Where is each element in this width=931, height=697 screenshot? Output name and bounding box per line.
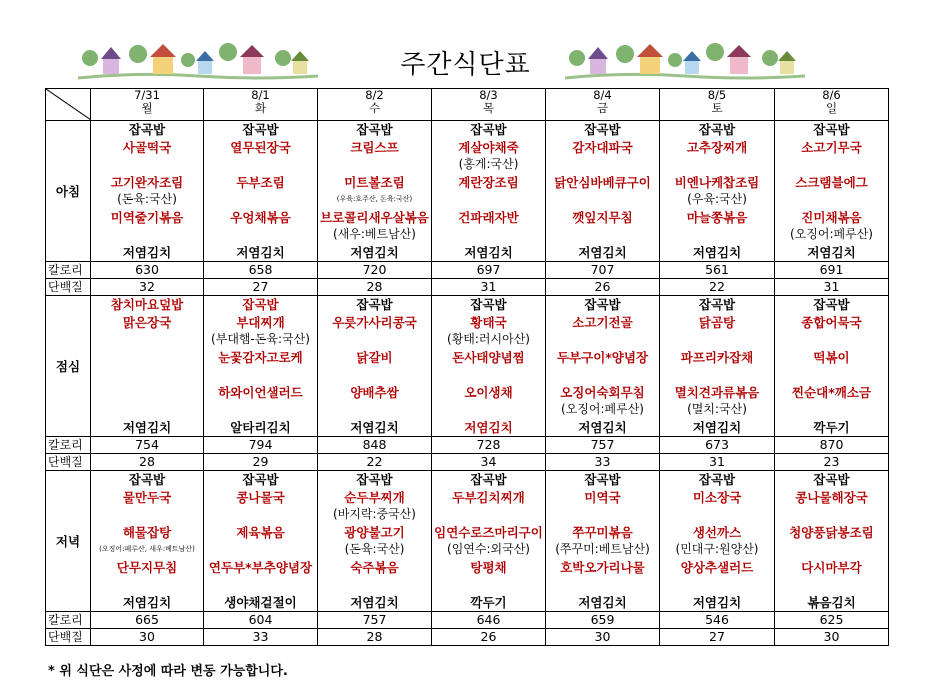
calorie-row xyxy=(46,612,889,629)
day-header xyxy=(432,89,546,121)
calorie-value: 673 xyxy=(660,437,775,454)
menu-cell xyxy=(432,296,546,437)
menu-spacer xyxy=(546,331,659,349)
menu-item: (멸치:국산) xyxy=(687,402,747,416)
menu-item: 저염김치 xyxy=(236,244,285,260)
day-date: 8/4 xyxy=(593,88,612,102)
menu-item: 제육볶음 xyxy=(236,524,285,540)
menu-item: 잡곡밥 xyxy=(813,122,850,137)
menu-spacer xyxy=(204,226,317,244)
menu-cell xyxy=(660,121,775,262)
menu-spacer xyxy=(204,401,317,419)
menu-item: 크림스프 xyxy=(350,139,399,155)
calorie-value: 659 xyxy=(546,612,660,629)
menu-item: 마늘쫑볶음 xyxy=(686,209,748,225)
menu-spacer xyxy=(775,366,888,384)
menu-item: 계란장조림 xyxy=(458,174,519,190)
menu-item: 잡곡밥 xyxy=(584,297,621,312)
menu-spacer xyxy=(432,506,545,524)
menu-item: 미역줄기볶음 xyxy=(110,209,184,225)
calorie-value: 794 xyxy=(204,437,318,454)
calorie-label: 칼로리 xyxy=(46,437,91,454)
menu-spacer xyxy=(432,366,545,384)
menu-item: 참치마요덮밥 xyxy=(110,297,184,312)
protein-value: 33 xyxy=(546,454,660,471)
menu-item: 잡곡밥 xyxy=(698,122,736,137)
menu-table xyxy=(45,88,889,646)
menu-item: 다시마부각 xyxy=(801,559,862,575)
menu-spacer xyxy=(204,576,317,594)
menu-cell xyxy=(204,471,318,612)
menu-item: 맑은장국 xyxy=(122,314,172,330)
meal-menu-row xyxy=(46,471,889,612)
menu-spacer xyxy=(660,156,774,174)
menu-spacer xyxy=(546,191,659,209)
calorie-value: 658 xyxy=(204,262,318,279)
menu-item: 저염김치 xyxy=(464,419,513,435)
menu-item: 쭈꾸미볶음 xyxy=(572,524,633,540)
menu-spacer xyxy=(775,401,888,419)
corner-cell xyxy=(46,89,91,121)
menu-item: 건파래자반 xyxy=(458,209,519,225)
menu-item: 저염김치 xyxy=(578,419,627,435)
menu-cell xyxy=(91,121,204,262)
menu-spacer xyxy=(204,506,317,524)
menu-spacer xyxy=(204,156,317,174)
menu-spacer xyxy=(660,226,774,244)
menu-item: (돈육:국산) xyxy=(344,542,405,556)
protein-value: 27 xyxy=(204,279,318,296)
calorie-value: 757 xyxy=(318,612,432,629)
menu-item: 잡곡밥 xyxy=(356,122,393,137)
menu-cell xyxy=(204,121,318,262)
calorie-label: 칼로리 xyxy=(46,262,91,279)
day-of-week: 목 xyxy=(482,101,495,115)
calorie-row xyxy=(46,262,889,279)
menu-item: 부대찌개 xyxy=(236,314,285,330)
menu-item: 잡곡밥 xyxy=(470,472,507,487)
protein-value: 34 xyxy=(432,454,546,471)
menu-spacer xyxy=(546,506,659,524)
day-date: 8/5 xyxy=(707,88,727,102)
meal-name: 아침 xyxy=(46,121,91,262)
menu-cell xyxy=(318,121,432,262)
protein-value: 30 xyxy=(546,629,660,646)
menu-item: (우육:국산) xyxy=(687,192,747,206)
menu-spacer xyxy=(318,576,431,594)
protein-value: 30 xyxy=(91,629,204,646)
menu-spacer xyxy=(91,349,203,367)
menu-item: (우육:호주산, 돈육:국산) xyxy=(336,195,413,203)
menu-item: 깍두기 xyxy=(813,419,850,435)
menu-item: 저염김치 xyxy=(692,244,742,260)
day-of-week: 화 xyxy=(254,101,267,115)
day-date: 8/1 xyxy=(251,88,270,102)
menu-spacer xyxy=(204,191,317,209)
menu-cell xyxy=(775,121,889,262)
menu-item: 청양풍닭봉조림 xyxy=(789,524,874,540)
menu-item: 종합어묵국 xyxy=(801,314,862,330)
menu-item: (오징어:페루산) xyxy=(561,402,644,416)
menu-cell xyxy=(546,471,660,612)
menu-item: (부대햄-돈육:국산) xyxy=(211,332,310,346)
menu-item: 양상추샐러드 xyxy=(680,559,754,575)
meal-menu-row xyxy=(46,296,889,437)
menu-item: (돈육:국산) xyxy=(117,192,177,206)
meal-menu-row xyxy=(46,121,889,262)
meal-name: 저녁 xyxy=(46,471,91,612)
menu-item: 저염김치 xyxy=(122,419,172,435)
protein-value: 30 xyxy=(775,629,889,646)
calorie-label: 칼로리 xyxy=(46,612,91,629)
menu-item: 잡곡밥 xyxy=(698,297,736,312)
menu-item: 잡곡밥 xyxy=(813,297,850,312)
calorie-value: 630 xyxy=(91,262,204,279)
menu-item: 잡곡밥 xyxy=(356,297,393,312)
calorie-value: 697 xyxy=(432,262,546,279)
day-date: 7/31 xyxy=(134,88,160,102)
protein-value: 28 xyxy=(91,454,204,471)
menu-item: (임연수:외국산) xyxy=(447,542,530,556)
menu-spacer xyxy=(546,156,659,174)
menu-item: 양배추쌈 xyxy=(350,384,399,400)
menu-item: 저염김치 xyxy=(464,244,513,260)
menu-item: 떡볶이 xyxy=(813,349,850,365)
menu-item: 임연수로즈마리구이 xyxy=(434,524,543,540)
menu-item: 저염김치 xyxy=(350,244,399,260)
calorie-value: 625 xyxy=(775,612,889,629)
menu-spacer xyxy=(775,541,888,559)
protein-value: 26 xyxy=(432,629,546,646)
day-date: 8/3 xyxy=(479,88,498,102)
menu-item: 저염김치 xyxy=(350,419,399,435)
menu-item: 잡곡밥 xyxy=(584,122,621,137)
menu-spacer xyxy=(432,191,545,209)
day-header xyxy=(775,89,889,121)
menu-item: 저염김치 xyxy=(692,419,742,435)
day-date: 8/6 xyxy=(822,88,841,102)
menu-spacer xyxy=(432,576,545,594)
footnote: * 위 식단은 사정에 따라 변동 가능합니다. xyxy=(48,664,288,679)
protein-value: 23 xyxy=(775,454,889,471)
menu-spacer xyxy=(546,576,659,594)
menu-item: 미트볼조림 xyxy=(344,174,405,190)
menu-cell xyxy=(775,296,889,437)
calorie-value: 646 xyxy=(432,612,546,629)
menu-item: 우엉채볶음 xyxy=(230,209,291,225)
menu-item: 알타리김치 xyxy=(230,419,291,435)
menu-item: 저염김치 xyxy=(350,594,399,610)
menu-cell xyxy=(546,121,660,262)
menu-item: 비엔나케찹조림 xyxy=(674,174,760,190)
menu-item: 스크램블에그 xyxy=(795,174,868,190)
protein-value: 31 xyxy=(775,279,889,296)
menu-item: 잡곡밥 xyxy=(128,122,166,137)
menu-item: 깻잎지무침 xyxy=(572,209,633,225)
day-header xyxy=(546,89,660,121)
menu-cell xyxy=(775,471,889,612)
menu-item: 고추장찌개 xyxy=(686,139,748,155)
menu-spacer xyxy=(660,331,774,349)
menu-spacer xyxy=(204,366,317,384)
menu-spacer xyxy=(318,366,431,384)
menu-item: 찐순대*깨소금 xyxy=(792,384,871,400)
menu-item: 고기완자조림 xyxy=(110,174,184,190)
menu-cell xyxy=(91,471,204,612)
menu-item: 오이생채 xyxy=(464,384,513,400)
calorie-value: 848 xyxy=(318,437,432,454)
menu-item: 감자대파국 xyxy=(572,139,633,155)
day-header xyxy=(91,89,204,121)
menu-item: 잡곡밥 xyxy=(128,472,166,487)
menu-item: 두부김치찌개 xyxy=(452,489,525,505)
protein-value: 33 xyxy=(204,629,318,646)
menu-spacer xyxy=(91,331,203,349)
menu-item: 소고기전골 xyxy=(572,314,633,330)
calorie-value: 754 xyxy=(91,437,204,454)
menu-item: 잡곡밥 xyxy=(470,122,507,137)
menu-item: 잡곡밥 xyxy=(813,472,850,487)
menu-item: 두부조림 xyxy=(236,174,285,190)
calorie-value: 665 xyxy=(91,612,204,629)
menu-item: 광양불고기 xyxy=(344,524,405,540)
menu-item: 계살야채죽 xyxy=(458,139,519,155)
menu-cell xyxy=(91,296,204,437)
date-header-row xyxy=(46,89,889,121)
menu-item: 탕평채 xyxy=(470,559,507,575)
menu-cell xyxy=(660,296,775,437)
menu-item: (쭈꾸미:베트남산) xyxy=(555,542,650,556)
day-header xyxy=(318,89,432,121)
protein-value: 22 xyxy=(660,279,775,296)
calorie-value: 691 xyxy=(775,262,889,279)
menu-spacer xyxy=(546,366,659,384)
menu-item: 해물잡탕 xyxy=(122,524,172,540)
menu-item: 저염김치 xyxy=(122,244,172,260)
calorie-value: 870 xyxy=(775,437,889,454)
menu-item: 잡곡밥 xyxy=(584,472,621,487)
menu-item: 브로콜리새우살볶음 xyxy=(320,209,429,225)
day-date: 8/2 xyxy=(365,88,384,102)
menu-item: 깍두기 xyxy=(470,594,507,610)
day-header xyxy=(204,89,318,121)
menu-item: 닭안심바베큐구이 xyxy=(554,174,651,190)
menu-item: 잡곡밥 xyxy=(242,472,279,487)
menu-item: 물만두국 xyxy=(122,489,172,505)
menu-item: 미소장국 xyxy=(692,489,742,505)
protein-value: 26 xyxy=(546,279,660,296)
menu-spacer xyxy=(660,506,774,524)
menu-cell xyxy=(318,296,432,437)
menu-item: 볶음김치 xyxy=(807,594,856,610)
menu-spacer xyxy=(660,366,774,384)
calorie-row xyxy=(46,437,889,454)
menu-item: 호박오가리나물 xyxy=(560,559,645,575)
menu-item: 저염김치 xyxy=(578,594,627,610)
menu-item: (오징어:페루산) xyxy=(790,227,873,241)
menu-item: 멸치견과류볶음 xyxy=(674,384,760,400)
menu-item: 돈사태양념찜 xyxy=(452,349,525,365)
menu-item: 닭갈비 xyxy=(356,349,393,365)
protein-row xyxy=(46,279,889,296)
menu-item: 잡곡밥 xyxy=(242,297,279,312)
menu-spacer xyxy=(775,191,888,209)
day-of-week: 수 xyxy=(368,101,381,115)
menu-cell xyxy=(318,471,432,612)
menu-spacer xyxy=(432,226,545,244)
menu-item: 사골떡국 xyxy=(122,139,172,155)
calorie-value: 720 xyxy=(318,262,432,279)
menu-item: (홍게:국산) xyxy=(458,157,519,171)
day-of-week: 월 xyxy=(141,101,153,115)
menu-item: 저염김치 xyxy=(692,594,742,610)
menu-spacer xyxy=(91,226,203,244)
protein-value: 28 xyxy=(318,279,432,296)
calorie-value: 757 xyxy=(546,437,660,454)
menu-spacer xyxy=(91,156,203,174)
protein-label: 단백질 xyxy=(46,454,91,471)
protein-value: 28 xyxy=(318,629,432,646)
menu-item: 미역국 xyxy=(584,489,621,505)
menu-spacer xyxy=(775,576,888,594)
menu-item: (새우:베트남산) xyxy=(333,227,416,241)
menu-item: 생야채겉절이 xyxy=(224,594,297,610)
menu-item: 저염김치 xyxy=(122,594,172,610)
menu-item: 저염김치 xyxy=(578,244,627,260)
menu-item: 잡곡밥 xyxy=(242,122,279,137)
menu-item: 황태국 xyxy=(470,314,507,330)
menu-item: 소고기무국 xyxy=(801,139,862,155)
protein-row xyxy=(46,629,889,646)
menu-spacer xyxy=(204,541,317,559)
protein-value: 32 xyxy=(91,279,204,296)
menu-cell xyxy=(660,471,775,612)
right-town-decoration xyxy=(565,38,805,80)
menu-spacer xyxy=(775,156,888,174)
calorie-value: 546 xyxy=(660,612,775,629)
menu-item: 콩나물국 xyxy=(236,489,285,505)
menu-cell xyxy=(432,121,546,262)
menu-cell xyxy=(546,296,660,437)
menu-item: (황태:러시아산) xyxy=(447,332,530,346)
calorie-value: 561 xyxy=(660,262,775,279)
menu-item: (바지락:중국산) xyxy=(333,507,416,521)
protein-value: 22 xyxy=(318,454,432,471)
menu-spacer xyxy=(318,331,431,349)
calorie-value: 604 xyxy=(204,612,318,629)
protein-label: 단백질 xyxy=(46,279,91,296)
menu-spacer xyxy=(775,331,888,349)
header xyxy=(0,38,931,86)
protein-row xyxy=(46,454,889,471)
protein-value: 29 xyxy=(204,454,318,471)
menu-item: 우릇가사리콩국 xyxy=(332,314,417,330)
menu-item: 연두부*부추양념장 xyxy=(208,559,313,575)
menu-cell xyxy=(204,296,318,437)
menu-spacer xyxy=(91,366,203,384)
menu-spacer xyxy=(318,401,431,419)
day-of-week: 일 xyxy=(825,101,838,115)
menu-item: 오징어숙회무침 xyxy=(560,384,645,400)
protein-label: 단백질 xyxy=(46,629,91,646)
protein-value: 31 xyxy=(660,454,775,471)
menu-item: 생선까스 xyxy=(692,524,742,540)
menu-item: 닭곰탕 xyxy=(698,314,736,330)
menu-spacer xyxy=(660,576,774,594)
protein-value: 27 xyxy=(660,629,775,646)
menu-item: 잡곡밥 xyxy=(698,472,736,487)
menu-item: (오징어:페루산, 새우:베트남산) xyxy=(99,545,195,553)
page-title: 주간식단표 xyxy=(400,50,531,80)
menu-item: 열무된장국 xyxy=(230,139,291,155)
menu-item: 눈꽃감자고로케 xyxy=(218,349,303,365)
menu-spacer xyxy=(91,576,203,594)
meal-name: 점심 xyxy=(46,296,91,437)
day-of-week: 금 xyxy=(596,101,609,115)
menu-item: 잡곡밥 xyxy=(470,297,507,312)
menu-item: 저염김치 xyxy=(807,244,856,260)
menu-item: 콩나물해장국 xyxy=(795,489,868,505)
menu-spacer xyxy=(91,384,203,402)
menu-spacer xyxy=(318,156,431,174)
menu-item: 순두부찌개 xyxy=(344,489,405,505)
day-of-week: 토 xyxy=(711,101,723,115)
menu-spacer xyxy=(546,226,659,244)
menu-spacer xyxy=(91,506,203,524)
calorie-value: 707 xyxy=(546,262,660,279)
menu-item: 두부구이*양념장 xyxy=(556,349,649,365)
menu-item: 단무지무침 xyxy=(116,559,178,575)
menu-item: 하와이언샐러드 xyxy=(218,384,303,400)
menu-spacer xyxy=(432,401,545,419)
menu-cell xyxy=(432,471,546,612)
menu-spacer xyxy=(775,506,888,524)
calorie-value: 728 xyxy=(432,437,546,454)
menu-spacer xyxy=(91,401,203,419)
menu-item: 숙주볶음 xyxy=(350,559,399,575)
menu-item: 진미채볶음 xyxy=(801,209,862,225)
menu-item: (민대구:원양산) xyxy=(675,542,759,556)
menu-item: 잡곡밥 xyxy=(356,472,393,487)
menu-item: 파프리카잡채 xyxy=(680,349,754,365)
day-header xyxy=(660,89,775,121)
protein-value: 31 xyxy=(432,279,546,296)
